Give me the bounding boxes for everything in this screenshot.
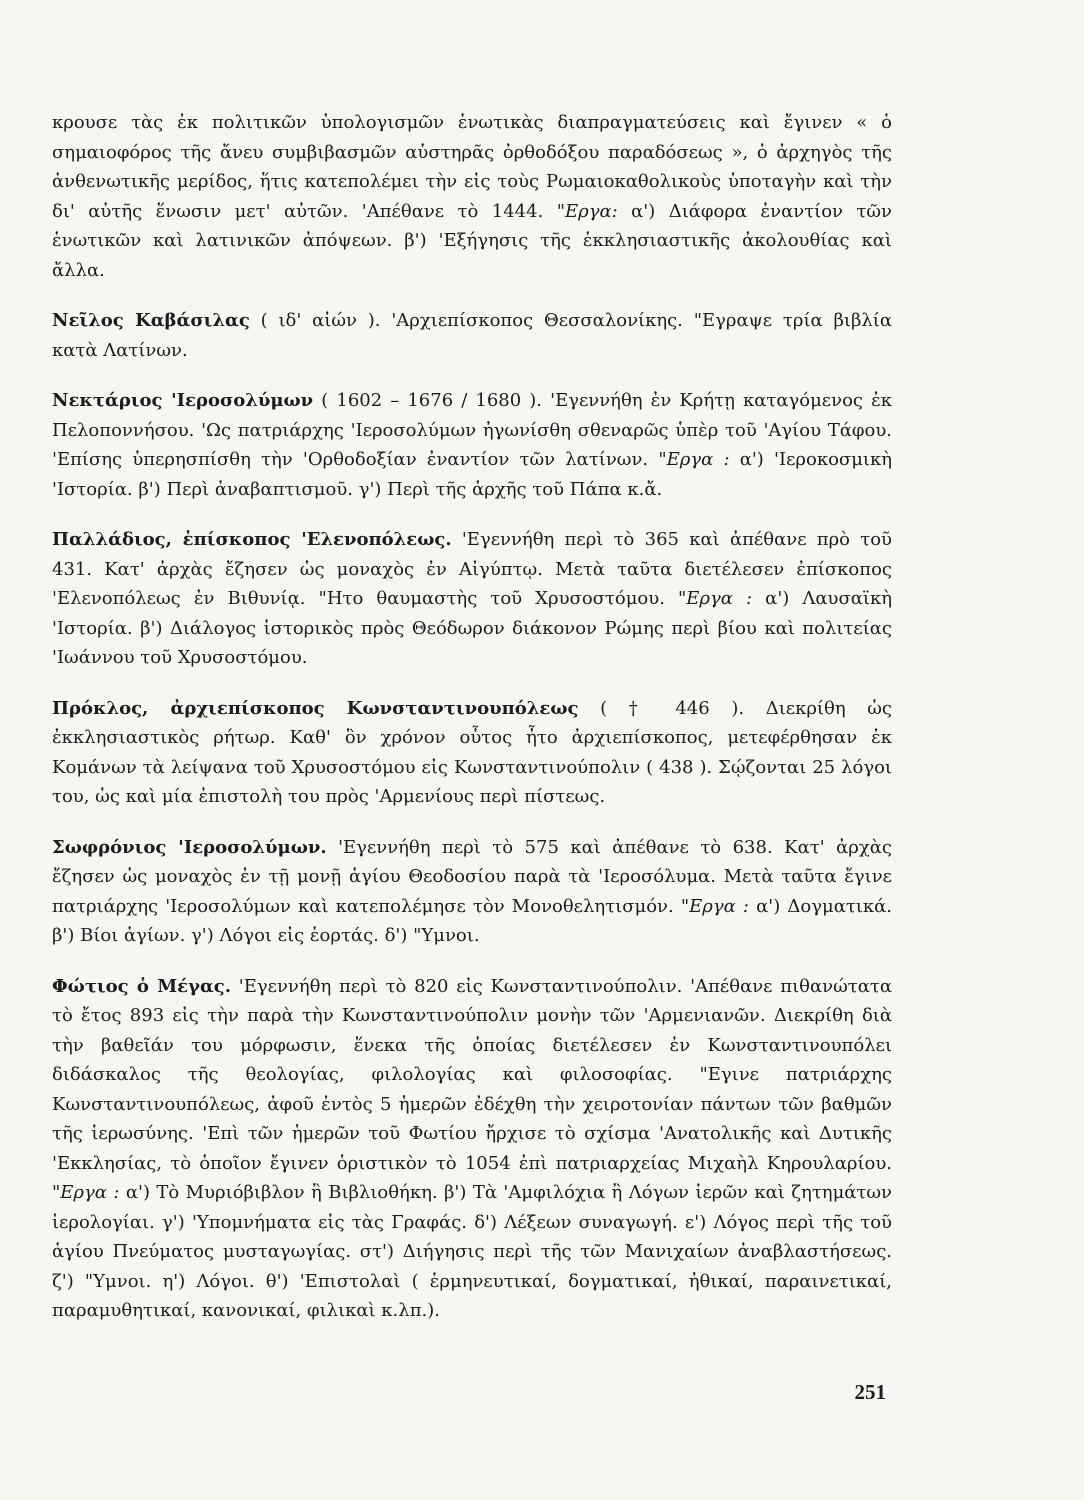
entry-text: α') Τὸ Μυριόβιβλον ἢ Βιβλιοθήκη. β') Τὰ 'Αμφιλόχια ἢ Λόγων ἱερῶν καὶ ζητημάτων ἱερολογίαι. γ') 'Υπομνήματα εἰς τὰς Γραφάς. δ') Λέξεων συναγωγή. ε') Λόγος περὶ τῆς τοῦ ἁγίου Πνεύματος μυσταγωγίας. στ') Διήγησις περὶ τῆς τῶν Μανιχαίων ἀναβλαστήσεως. ζ') "Υμνοι. η') Λόγοι. θ') 'Επιστολαὶ ( ἑρμηνευτικαί, δογματικαί, ἠθικαί, παραινετικαί, παραμυθητικαί, κανονικαί, φιλικαὶ κ.λπ.). <box>52 1182 893 1321</box>
entry-text: 'Εγεννήθη περὶ τὸ 365 καὶ ἀπέθανε πρὸ τοῦ 431. Κατ' ἀρχὰς ἔζησεν ὡς μοναχὸς ἐν Αἰγύπτῳ. Μετὰ ταῦτα διετέλεσεν ἐπίσκοπος 'Ελενοπόλεως ἐν Βιθυνίᾳ. "Ητο θαυμαστὴς τοῦ Χρυσοστόμου. <box>52 529 892 609</box>
works-label: "Εργα: <box>556 200 618 222</box>
entry-paragraph <box>52 108 892 285</box>
entry-text: 'Εγεννήθη περὶ τὸ 575 καὶ ἀπέθανε τὸ 638. Κατ' ἀρχὰς ἔζησεν ὡς μοναχὸς ἐν τῇ μονῇ ἁγίου Θεοδοσίου παρὰ τὰ 'Ιεροσόλυμα. Μετὰ ταῦτα ἔγινε πατριάρχης 'Ιεροσολύμων καὶ κατεπολέμησε τὸν Μονοθελητισμόν. <box>52 836 893 917</box>
entry-paragraph <box>52 972 892 1326</box>
entry-heading: Πρόκλος, ἀρχιεπίσκοπος Κωνσταντινουπόλεως <box>52 697 579 719</box>
entry-paragraph <box>52 833 892 951</box>
entry-heading: Νεκτάριος 'Ιεροσολύμων <box>52 390 314 411</box>
entry-text: α') Διάφορα ἐναντίον τῶν ἑνωτικῶν καὶ λατινικῶν ἀπόψεων. β') 'Εξήγησις τῆς ἐκκλησιαστικῆς ἀκολουθίας καὶ ἄλλα. <box>52 200 892 281</box>
entry-paragraph <box>52 525 892 673</box>
entry-text: ( 1602 – 1676 / 1680 ). 'Εγεννήθη ἐν Κρήτῃ καταγόμενος ἐκ Πελοποννήσου. 'Ως πατριάρχης 'Ιεροσολύμων ἠγωνίσθη σθεναρῶς ὑπὲρ τοῦ 'Αγίου Τάφου. 'Επίσης ὑπερησπίσθη τὴν 'Ορθοδοξίαν ἐναντίον τῶν λατίνων. <box>52 390 892 470</box>
works-label: "Εργα : <box>52 1182 120 1203</box>
entry-text: ( ιδ' αἰών ). 'Αρχιεπίσκοπος Θεσσαλονίκης. "Εγραψε τρία βιβλία κατὰ Λατίνων. <box>52 310 892 361</box>
entry-heading: Φώτιος ὁ Μέγας. <box>52 975 232 997</box>
entry-text: α') 'Ιεροκοσμικὴ 'Ιστορία. β') Περὶ ἀναβαπτισμοῦ. γ') Περὶ τῆς ἀρχῆς τοῦ Πάπα κ.ἄ. <box>52 449 892 500</box>
page-number: 251 <box>854 1380 886 1404</box>
works-label: "Εργα : <box>680 895 749 917</box>
entry-text: α') Λαυσαϊκὴ 'Ιστορία. β') Διάλογος ἱστορικὸς πρὸς Θεόδωρον διάκονον Ρώμης περὶ βίου καὶ πολιτείας 'Ιωάννου τοῦ Χρυσοστόμου. <box>52 588 892 668</box>
works-label: "Εργα : <box>678 588 753 609</box>
entry-text: 'Εγεννήθη περὶ τὸ 820 εἰς Κωνσταντινούπολιν. 'Απέθανε πιθανώτατα τὸ ἔτος 893 εἰς τὴν παρὰ τὴν Κωνσταντινούπολιν μονὴν τῶν 'Αρμενιανῶν. Διεκρίθη διὰ τὴν βαθεῖάν του μόρφωσιν, ἕνεκα τῆς ὁποίας διετέλεσεν ἐν Κωνσταντινουπόλει διδάσκαλος τῆς θεολογίας, φιλολογίας καὶ φιλοσοφίας. "Εγινε πατριάρχης Κωνσταντινουπόλεως, ἀφοῦ ἐντὸς 5 ἡμερῶν ἐδέχθη τὴν χειροτονίαν πάντων τῶν βαθμῶν τῆς ἱερωσύνης. 'Επὶ τῶν ἡμερῶν τοῦ Φωτίου ἤρχισε τὸ σχίσμα 'Ανατολικῆς καὶ Δυτικῆς 'Εκκλησίας, τὸ ὁποῖον ἔγινεν ὁριστικὸν τὸ 1054 ἐπὶ πατριαρχείας Μιχαὴλ Κηρουλαρίου. <box>52 975 892 1174</box>
works-label: "Εργα : <box>658 449 730 470</box>
entry-heading: Παλλάδιος, ἐπίσκοπος 'Ελενοπόλεως. <box>52 529 452 550</box>
entry-text: α') Δογματικά. β') Βίοι ἁγίων. γ') Λόγοι εἰς ἑορτάς. δ') "Υμνοι. <box>52 895 892 946</box>
entry-heading: Σωφρόνιος 'Ιεροσολύμων. <box>52 836 327 858</box>
entry-paragraph <box>52 306 892 365</box>
entry-text: ( † 446 ). Διεκρίθη ὡς ἐκκλησιαστικὸς ρήτωρ. Καθ' ὃν χρόνον οὗτος ἦτο ἀρχιεπίσκοπος, μετεφέρθησαν ἐκ Κομάνων τὰ λείψανα τοῦ Χρυσοστόμου εἰς Κωνσταντινούπολιν ( 438 ). Σῴζονται 25 λόγοι του, ὡς καὶ μία ἐπιστολὴ του πρὸς 'Αρμενίους περὶ πίστεως. <box>52 697 892 807</box>
entry-paragraph <box>52 694 892 812</box>
entry-heading: Νεῖλος Καβάσιλας <box>52 310 250 331</box>
entry-paragraph <box>52 386 892 504</box>
entry-text: κρουσε τὰς ἐκ πολιτικῶν ὑπολογισμῶν ἑνωτικὰς διαπραγματεύσεις καὶ ἔγινεν « ὁ σημαιοφόρος τῆς ἄνευ συμβιβασμῶν αὐστηρᾶς ὀρθοδόξου παραδόσεως », ὁ ἀρχηγὸς τῆς ἀνθενωτικῆς μερίδος, ἥτις κατεπολέμει τὴν εἰς τοὺς Ρωμαιοκαθολικοὺς ὑποταγὴν καὶ τὴν δι' αὐτῆς ἕνωσιν μετ' αὐτῶν. 'Απέθανε τὸ 1444. <box>52 112 892 222</box>
page-body <box>52 108 892 1347</box>
